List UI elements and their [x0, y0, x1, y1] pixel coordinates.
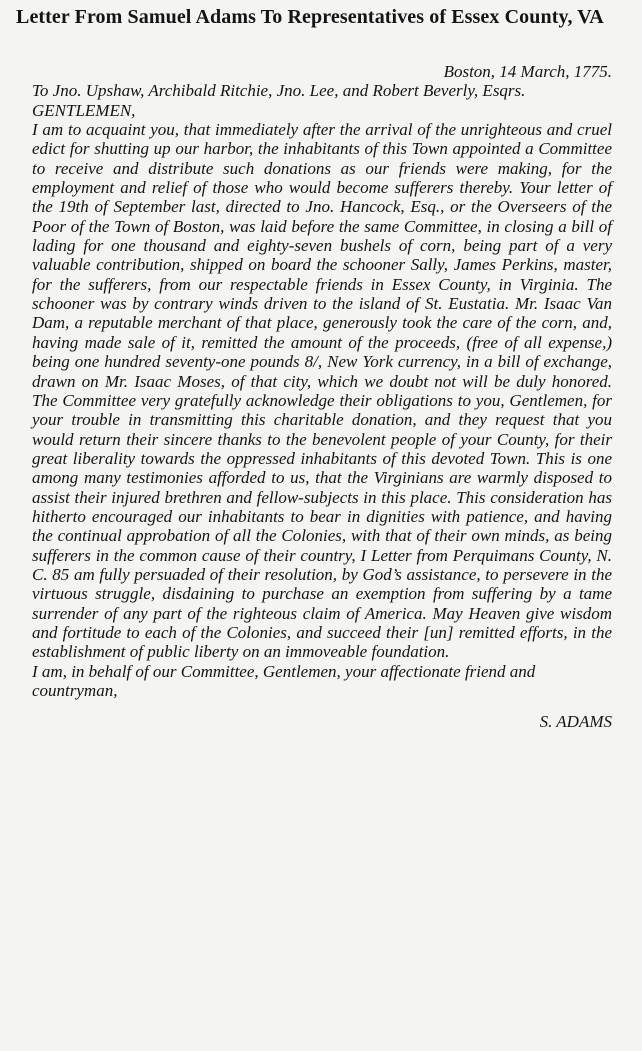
letter-body [32, 62, 612, 732]
document-title: Letter From Samuel Adams To Representatives of Essex County, VA [16, 6, 604, 28]
salutation: GENTLEMEN, [32, 100, 136, 120]
signature: S. ADAMS [539, 712, 612, 732]
letter-paragraph: I am to acquaint you, that immediately after the arrival of the unrighteous and cruel edict for shutting up our harbor, the inhabitants of this Town appointed a Committee to receive and distribute such donations as our friends were making, for the employment and relief of those who would become sufferers thereby. Your letter of the 19th of September last, directed to Jno. Hancock, Esq., or the Overseers of the Poor of the Town of Boston, was laid before the same Committee, in closing a bill of lading for one thousand and eighty-seven bushels of corn, being part of a very valuable contribution, shipped on board the schooner Sally, James Perkins, master, for the sufferers, from our respectable friends in Essex County, in Virginia. The schooner was by contrary winds driven to the island of St. Eustatia. Mr. Isaac Van Dam, a reputable merchant of that place, generously took the care of the corn, and, having made sale of it, remitted the amount of the proceeds, (free of all expense,) being one hundred seventy-one pounds 8/, New York currency, in a bill of exchange, drawn on Mr. Isaac Moses, of that city, which we doubt not will be duly honored. The Committee very gratefully acknowledge their obligations to you, Gentlemen, for your trouble in transmitting this charitable donation, and they request that you would return their sincere thanks to the benevolent people of your County, for their great liberality towards the oppressed inhabitants of this devoted Town. This is one among many testimonies afforded to us, that the Virginians are warmly disposed to assist their injured brethren and fellow-subjects in this place. This consideration has hitherto encouraged our inhabitants to bear in dignities with patience, and having the continual approbation of all the Colonies, with that of their own minds, as being sufferers in the common cause of their country, I Letter from Perquimans County, N. C. 85 am fully persuaded of their resolution, by God’s assistance, to persevere in the virtuous struggle, disdaining to purchase an exemption from suffering by a tame surrender of any part of the righteous claim of America. May Heaven give wisdom and fortitude to each of the Colonies, and succeed their [un] remitted efforts, in the establishment of public liberty on an immoveable foundation. [32, 120, 612, 662]
closing-line: I am, in behalf of our Committee, Gentlemen, your affectionate friend and countryman, [32, 661, 536, 700]
dateline: Boston, 14 March, 1775. [443, 62, 612, 81]
address-line: To Jno. Upshaw, Archibald Ritchie, Jno. Lee, and Robert Beverly, Esqrs. [32, 81, 526, 101]
